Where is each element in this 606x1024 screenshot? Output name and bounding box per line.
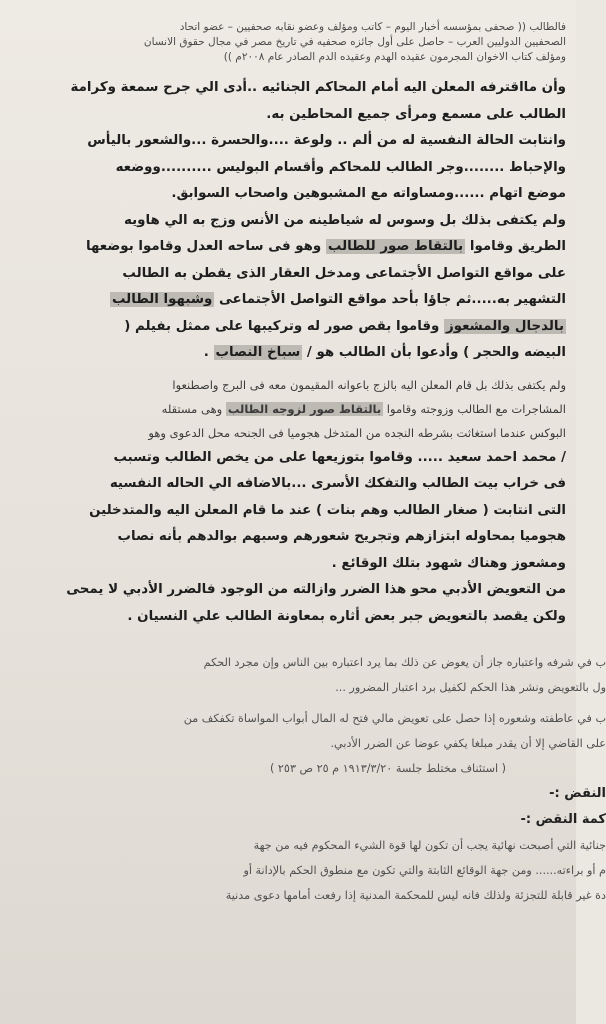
body-line: ولم يكتفى بذلك بل وسوس له شياطينه من الأنس وزج به الي هاويه <box>124 212 566 228</box>
citation-line: ( استئناف مختلط جلسة ١٩١٣/٣/٢٠ م ٢٥ ص ٢٥٣ ) <box>270 762 506 775</box>
header-line: الصحفيين الدوليين العرب – حاصل على أول جائزه صحفيه في تاريخ مصر في مجال حقوق الانسان <box>143 36 566 48</box>
body-line: هجوميا بمحاوله ابتزازهم وتجريح شعورهم وسبهم بوالدهم بأنه نصاب <box>117 529 566 544</box>
body-line <box>12 234 566 261</box>
body-line: الطالب على مسمع ومرأى جميع المحاطين به. <box>266 106 566 122</box>
body-line: موضع اتهام ......ومساواته مع المشبوهين واصحاب السوابق. <box>171 186 566 201</box>
body-text: المشاجرات مع الطالب وزوجته وقاموا <box>383 401 566 416</box>
body-line: وانتابت الحالة النفسية له من ألم .. ولوعة ....والحسرة ...والشعور باليأس <box>87 133 566 148</box>
body-line: ول بالتعويض ونشر هذا الحكم لكفيل برد اعتبار المضرور ... <box>335 681 606 694</box>
section-heading: النقض :- <box>549 786 606 801</box>
header-line: ومؤلف كتاب الاخوان المجرمون عقيده الهدم وعقيده الدم الصادر عام ٢٠٠٨م )) <box>223 51 566 63</box>
body-line: ولم يكتفى بذلك بل قام المعلن اليه بالزج باعوانه المقيمون معه فى البرج واصطنعوا <box>172 377 566 392</box>
body-line: من التعويض الأدبي محو هذا الضرر وازالته من الوجود فالضرر الأدبي لا يمحى <box>66 582 566 597</box>
main-bold-section <box>0 75 576 367</box>
body-line: فى خراب بيت الطالب والتفكك الأسرى ...بالاضافه الي الحاله النفسيه <box>109 476 566 491</box>
body-line: دة غير قابلة للتجزئة ولذلك فانه ليس للمحكمة المدنية إذا رفعت أمامها دعوى مدنية <box>225 889 606 902</box>
middle-section <box>0 373 576 631</box>
body-line <box>12 314 566 341</box>
header-paragraph <box>0 0 576 65</box>
highlighted-phrase: بالدجال والمشعوز <box>446 318 564 334</box>
body-line: البوكس عندما استغاثت بشرطه النجده من المتدخل هجوميا فى الجنحه محل الدعوى وهو <box>148 425 566 440</box>
body-line: وأن مااقترفه المعلن اليه أمام المحاكم الجنائيه ..أدى الي جرح سمعة وكرامة <box>70 80 566 95</box>
body-line: والإحباط ........وجر الطالب للمحاكم وأقسام البوليس ..........ووضعه <box>115 159 566 175</box>
body-text: الطريق وقاموا <box>465 239 566 254</box>
lower-cropped-section <box>0 650 606 908</box>
body-text: وهو فى ساحه العدل وقاموا بوضعها <box>85 239 326 254</box>
body-line <box>12 340 566 367</box>
body-line: ب في عاطفته وشعوره إذا حصل على تعويض مالي فتح له المال أبواب المواساة تكفكف من <box>183 712 606 725</box>
body-line <box>12 397 566 421</box>
body-line: جنائية التي أصبحت نهائية يجب أن تكون لها قوة الشيء المحكوم فيه من جهة <box>253 839 606 852</box>
body-text: البيضه والحجر ) وأدعوا بأن الطالب هو / <box>302 345 566 360</box>
body-text: . <box>203 345 214 360</box>
body-line: التى انتابت ( صغار الطالب وهم بنات ) عند ما قام المعلن اليه والمتدخلين <box>89 502 566 518</box>
body-line: ولكن يقصد بالتعويض جبر بعض أثاره بمعاونة الطالب علي النسيان . <box>127 608 566 624</box>
section-heading: كمة النقض :- <box>520 812 606 827</box>
header-line: فالطالب (( صحفى بمؤسسه أخبار اليوم – كاتب ومؤلف وعضو نقابه صحفيين – عضو اتحاد <box>179 21 566 33</box>
body-text: وقاموا بقص صور له وتركيبها على ممثل بفيلم ( <box>124 318 444 334</box>
body-text: وهى مستقله <box>161 401 226 416</box>
body-line: م أو براءته...... ومن جهة الوقائع الثابتة والتي تكون مع منطوق الحكم بالإدانة أو <box>243 864 606 877</box>
body-line: ب في شرفه واعتباره جاز أن يعوض عن ذلك بما يرد اعتباره بين الناس وإن مجرد الحكم <box>203 656 606 669</box>
body-line: على القاضي إلا أن يقدر مبلغا يكفي عوضا عن الضرر الأدبي. <box>330 737 606 750</box>
highlighted-phrase: بالتقاط صور للطالب <box>327 239 464 254</box>
body-line: ومشعوز وهناك شهود بتلك الوقائع . <box>331 555 566 571</box>
body-line: / محمد احمد سعيد ..... وقاموا بتوزيعها على من يخص الطالب وتسبب <box>113 449 566 465</box>
body-text: التشهير به.....ثم جاؤا بأحد مواقع التواصل الأجتماعى <box>214 292 566 307</box>
highlighted-phrase: وشبهوا الطالب <box>112 292 213 307</box>
highlighted-phrase: بالتقاط صور لزوجه الطالب <box>227 401 382 416</box>
highlighted-phrase: سباخ النصاب <box>215 345 301 360</box>
body-line <box>12 287 566 314</box>
body-line: على مواقع التواصل الأجتماعى ومدخل العقار الذى يقطن به الطالب <box>122 265 566 281</box>
